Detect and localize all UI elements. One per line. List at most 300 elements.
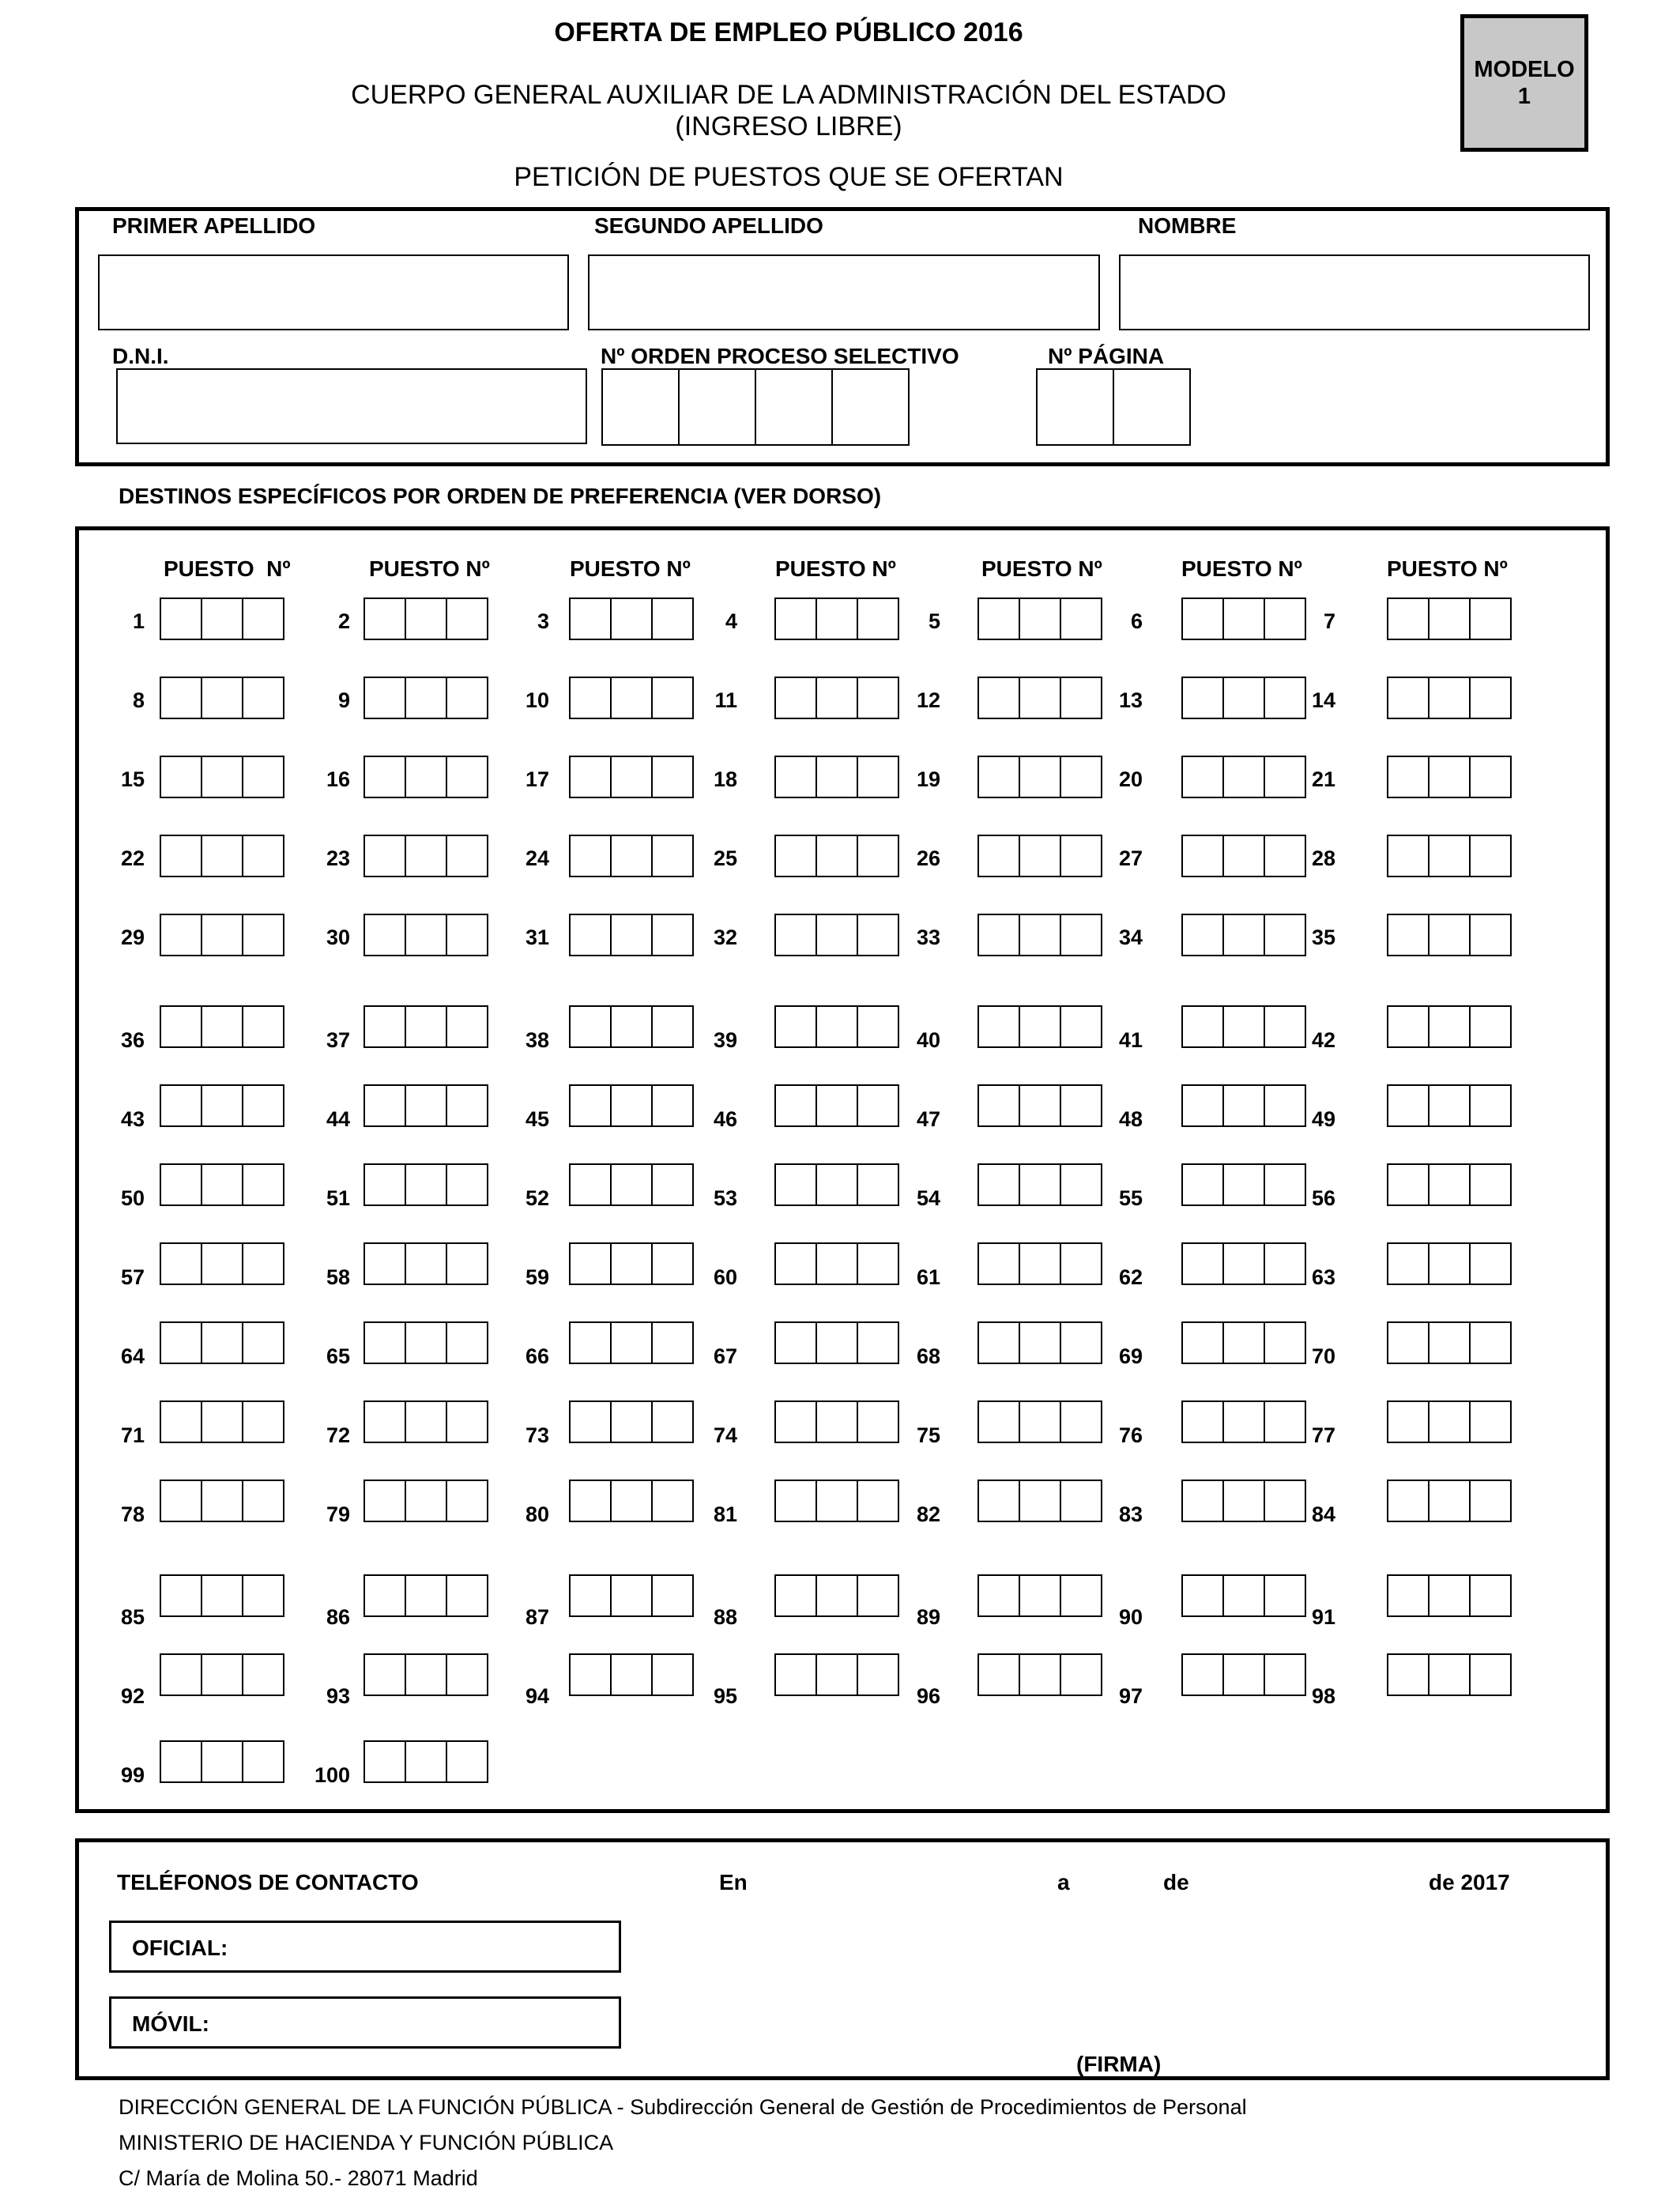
puesto-digit[interactable] [776, 1086, 817, 1125]
puesto-digit[interactable] [1430, 836, 1471, 876]
puesto-field[interactable] [774, 1242, 899, 1285]
puesto-field[interactable] [569, 835, 694, 877]
puesto-digit[interactable] [1020, 836, 1061, 876]
puesto-digit[interactable] [776, 836, 817, 876]
puesto-digit[interactable] [1224, 836, 1265, 876]
puesto-digit[interactable] [1388, 915, 1430, 955]
puesto-digit[interactable] [1020, 1007, 1061, 1046]
puesto-field[interactable] [774, 677, 899, 719]
puesto-field[interactable] [977, 835, 1102, 877]
puesto-digit[interactable] [979, 1576, 1020, 1615]
puesto-digit[interactable] [571, 1086, 612, 1125]
puesto-digit[interactable] [243, 1481, 283, 1521]
puesto-digit[interactable] [1471, 836, 1510, 876]
puesto-field[interactable] [1387, 1653, 1512, 1696]
puesto-digit[interactable] [406, 599, 447, 639]
puesto-digit[interactable] [1388, 1655, 1430, 1695]
puesto-digit[interactable] [1020, 757, 1061, 797]
puesto-digit[interactable] [365, 1576, 406, 1615]
oficial-field[interactable] [109, 1921, 621, 1973]
puesto-field[interactable] [569, 756, 694, 798]
orden-proceso-digit[interactable] [833, 370, 908, 444]
puesto-digit[interactable] [202, 757, 243, 797]
puesto-field[interactable] [363, 914, 488, 956]
puesto-field[interactable] [1387, 1005, 1512, 1048]
puesto-field[interactable] [569, 1400, 694, 1443]
puesto-field[interactable] [160, 1163, 284, 1206]
puesto-digit[interactable] [365, 1742, 406, 1781]
puesto-field[interactable] [363, 835, 488, 877]
puesto-field[interactable] [774, 1400, 899, 1443]
puesto-digit[interactable] [406, 1323, 447, 1363]
puesto-digit[interactable] [817, 1655, 858, 1695]
puesto-digit[interactable] [202, 1007, 243, 1046]
puesto-digit[interactable] [161, 1742, 202, 1781]
puesto-digit[interactable] [1430, 1402, 1471, 1442]
puesto-digit[interactable] [1224, 1576, 1265, 1615]
puesto-digit[interactable] [202, 1655, 243, 1695]
puesto-digit[interactable] [161, 1481, 202, 1521]
puesto-field[interactable] [569, 1084, 694, 1127]
puesto-digit[interactable] [1020, 1244, 1061, 1284]
puesto-digit[interactable] [202, 678, 243, 718]
puesto-digit[interactable] [1430, 915, 1471, 955]
puesto-digit[interactable] [776, 1244, 817, 1284]
puesto-digit[interactable] [202, 1576, 243, 1615]
puesto-field[interactable] [1387, 598, 1512, 640]
puesto-digit[interactable] [1430, 1165, 1471, 1204]
puesto-digit[interactable] [1183, 1244, 1224, 1284]
puesto-digit[interactable] [406, 1481, 447, 1521]
puesto-digit[interactable] [243, 836, 283, 876]
puesto-digit[interactable] [979, 1165, 1020, 1204]
puesto-digit[interactable] [1183, 1086, 1224, 1125]
puesto-field[interactable] [1387, 1242, 1512, 1285]
puesto-field[interactable] [569, 1574, 694, 1617]
puesto-digit[interactable] [1224, 757, 1265, 797]
puesto-field[interactable] [977, 1005, 1102, 1048]
puesto-digit[interactable] [612, 599, 653, 639]
puesto-digit[interactable] [406, 1402, 447, 1442]
puesto-field[interactable] [977, 1084, 1102, 1127]
puesto-digit[interactable] [571, 1007, 612, 1046]
puesto-digit[interactable] [776, 1402, 817, 1442]
puesto-digit[interactable] [1183, 836, 1224, 876]
puesto-digit[interactable] [202, 915, 243, 955]
puesto-digit[interactable] [979, 678, 1020, 718]
puesto-digit[interactable] [447, 1481, 487, 1521]
puesto-digit[interactable] [817, 836, 858, 876]
puesto-digit[interactable] [447, 1742, 487, 1781]
puesto-digit[interactable] [365, 836, 406, 876]
puesto-field[interactable] [363, 1005, 488, 1048]
puesto-field[interactable] [977, 1321, 1102, 1364]
puesto-digit[interactable] [979, 1007, 1020, 1046]
puesto-digit[interactable] [979, 1402, 1020, 1442]
puesto-field[interactable] [774, 1480, 899, 1522]
puesto-digit[interactable] [1183, 915, 1224, 955]
pagina-digit[interactable] [1114, 370, 1189, 444]
puesto-digit[interactable] [612, 1244, 653, 1284]
puesto-digit[interactable] [161, 1323, 202, 1363]
puesto-digit[interactable] [571, 1576, 612, 1615]
puesto-digit[interactable] [776, 1655, 817, 1695]
puesto-digit[interactable] [1471, 1402, 1510, 1442]
puesto-field[interactable] [977, 1480, 1102, 1522]
puesto-field[interactable] [363, 1163, 488, 1206]
puesto-digit[interactable] [365, 1165, 406, 1204]
puesto-digit[interactable] [1183, 1402, 1224, 1442]
puesto-digit[interactable] [817, 1244, 858, 1284]
puesto-digit[interactable] [161, 599, 202, 639]
puesto-digit[interactable] [365, 1244, 406, 1284]
puesto-digit[interactable] [1183, 678, 1224, 718]
orden-proceso-digit[interactable] [756, 370, 833, 444]
puesto-digit[interactable] [202, 1323, 243, 1363]
puesto-digit[interactable] [447, 678, 487, 718]
puesto-field[interactable] [363, 1084, 488, 1127]
puesto-digit[interactable] [447, 1576, 487, 1615]
puesto-digit[interactable] [1388, 1007, 1430, 1046]
puesto-digit[interactable] [612, 757, 653, 797]
puesto-digit[interactable] [571, 915, 612, 955]
puesto-digit[interactable] [1388, 1244, 1430, 1284]
puesto-digit[interactable] [1430, 1086, 1471, 1125]
puesto-digit[interactable] [202, 836, 243, 876]
puesto-digit[interactable] [365, 757, 406, 797]
puesto-digit[interactable] [447, 1086, 487, 1125]
puesto-digit[interactable] [612, 1655, 653, 1695]
puesto-digit[interactable] [817, 599, 858, 639]
puesto-digit[interactable] [776, 757, 817, 797]
puesto-digit[interactable] [776, 599, 817, 639]
puesto-digit[interactable] [1388, 836, 1430, 876]
puesto-digit[interactable] [1183, 1165, 1224, 1204]
puesto-digit[interactable] [1183, 1007, 1224, 1046]
puesto-digit[interactable] [161, 836, 202, 876]
puesto-digit[interactable] [1471, 915, 1510, 955]
puesto-digit[interactable] [571, 599, 612, 639]
puesto-digit[interactable] [979, 836, 1020, 876]
puesto-digit[interactable] [776, 1007, 817, 1046]
puesto-digit[interactable] [161, 1165, 202, 1204]
dni-field[interactable] [116, 368, 587, 444]
puesto-digit[interactable] [406, 836, 447, 876]
puesto-field[interactable] [774, 1653, 899, 1696]
puesto-field[interactable] [774, 914, 899, 956]
puesto-digit[interactable] [447, 1007, 487, 1046]
puesto-digit[interactable] [1471, 1086, 1510, 1125]
puesto-field[interactable] [160, 1740, 284, 1783]
movil-field[interactable] [109, 1996, 621, 2049]
puesto-field[interactable] [774, 756, 899, 798]
puesto-digit[interactable] [1020, 1165, 1061, 1204]
puesto-field[interactable] [774, 1574, 899, 1617]
orden-proceso-digit[interactable] [603, 370, 680, 444]
puesto-digit[interactable] [243, 1007, 283, 1046]
puesto-digit[interactable] [406, 1244, 447, 1284]
puesto-digit[interactable] [161, 1244, 202, 1284]
puesto-digit[interactable] [406, 678, 447, 718]
puesto-digit[interactable] [1388, 757, 1430, 797]
puesto-digit[interactable] [1020, 915, 1061, 955]
puesto-field[interactable] [569, 1163, 694, 1206]
puesto-digit[interactable] [612, 1007, 653, 1046]
puesto-digit[interactable] [447, 1655, 487, 1695]
puesto-digit[interactable] [243, 1655, 283, 1695]
puesto-digit[interactable] [1388, 1402, 1430, 1442]
puesto-digit[interactable] [1430, 1576, 1471, 1615]
puesto-digit[interactable] [1224, 915, 1265, 955]
puesto-digit[interactable] [243, 678, 283, 718]
puesto-digit[interactable] [365, 915, 406, 955]
puesto-field[interactable] [774, 598, 899, 640]
puesto-digit[interactable] [406, 1742, 447, 1781]
puesto-digit[interactable] [1430, 1481, 1471, 1521]
puesto-digit[interactable] [571, 1481, 612, 1521]
puesto-digit[interactable] [612, 836, 653, 876]
puesto-digit[interactable] [979, 757, 1020, 797]
puesto-field[interactable] [363, 1740, 488, 1783]
puesto-digit[interactable] [447, 1244, 487, 1284]
puesto-field[interactable] [160, 677, 284, 719]
puesto-field[interactable] [363, 1242, 488, 1285]
puesto-digit[interactable] [1224, 1007, 1265, 1046]
puesto-field[interactable] [569, 914, 694, 956]
puesto-digit[interactable] [1183, 1655, 1224, 1695]
puesto-field[interactable] [160, 1574, 284, 1617]
pagina-digit[interactable] [1038, 370, 1114, 444]
puesto-digit[interactable] [571, 1323, 612, 1363]
segundo-apellido-field[interactable] [588, 254, 1100, 330]
puesto-field[interactable] [1387, 1321, 1512, 1364]
puesto-digit[interactable] [571, 1402, 612, 1442]
puesto-digit[interactable] [243, 1244, 283, 1284]
puesto-digit[interactable] [571, 1165, 612, 1204]
puesto-digit[interactable] [1183, 1323, 1224, 1363]
puesto-field[interactable] [160, 835, 284, 877]
puesto-digit[interactable] [776, 915, 817, 955]
puesto-digit[interactable] [571, 836, 612, 876]
puesto-field[interactable] [977, 1400, 1102, 1443]
puesto-field[interactable] [1387, 756, 1512, 798]
puesto-field[interactable] [774, 1084, 899, 1127]
puesto-digit[interactable] [202, 1742, 243, 1781]
puesto-digit[interactable] [979, 915, 1020, 955]
puesto-digit[interactable] [817, 1323, 858, 1363]
puesto-digit[interactable] [243, 1165, 283, 1204]
puesto-field[interactable] [160, 756, 284, 798]
puesto-digit[interactable] [447, 757, 487, 797]
puesto-digit[interactable] [243, 1742, 283, 1781]
puesto-digit[interactable] [571, 757, 612, 797]
puesto-field[interactable] [977, 1653, 1102, 1696]
puesto-digit[interactable] [1471, 1323, 1510, 1363]
puesto-digit[interactable] [1020, 678, 1061, 718]
puesto-digit[interactable] [406, 1086, 447, 1125]
puesto-digit[interactable] [1471, 1655, 1510, 1695]
puesto-field[interactable] [774, 1163, 899, 1206]
puesto-digit[interactable] [406, 1655, 447, 1695]
puesto-digit[interactable] [365, 1655, 406, 1695]
puesto-digit[interactable] [447, 1323, 487, 1363]
puesto-field[interactable] [1387, 835, 1512, 877]
puesto-digit[interactable] [161, 915, 202, 955]
puesto-digit[interactable] [1430, 1007, 1471, 1046]
puesto-digit[interactable] [1471, 599, 1510, 639]
puesto-field[interactable] [569, 1653, 694, 1696]
puesto-digit[interactable] [1224, 1244, 1265, 1284]
puesto-digit[interactable] [1388, 1165, 1430, 1204]
puesto-field[interactable] [160, 1242, 284, 1285]
puesto-digit[interactable] [161, 1576, 202, 1615]
puesto-digit[interactable] [1388, 678, 1430, 718]
puesto-digit[interactable] [243, 1323, 283, 1363]
puesto-digit[interactable] [1471, 1481, 1510, 1521]
puesto-digit[interactable] [1224, 1165, 1265, 1204]
puesto-field[interactable] [363, 1321, 488, 1364]
puesto-field[interactable] [977, 598, 1102, 640]
puesto-field[interactable] [977, 677, 1102, 719]
puesto-digit[interactable] [1183, 599, 1224, 639]
puesto-digit[interactable] [612, 1086, 653, 1125]
puesto-digit[interactable] [202, 1481, 243, 1521]
puesto-digit[interactable] [161, 1007, 202, 1046]
puesto-digit[interactable] [817, 1007, 858, 1046]
puesto-field[interactable] [363, 1400, 488, 1443]
puesto-field[interactable] [977, 1574, 1102, 1617]
puesto-digit[interactable] [571, 678, 612, 718]
puesto-digit[interactable] [1388, 1323, 1430, 1363]
puesto-field[interactable] [569, 1242, 694, 1285]
orden-proceso-digit[interactable] [680, 370, 756, 444]
puesto-digit[interactable] [817, 1165, 858, 1204]
puesto-field[interactable] [160, 1084, 284, 1127]
puesto-digit[interactable] [365, 1402, 406, 1442]
puesto-digit[interactable] [612, 1481, 653, 1521]
puesto-field[interactable] [977, 756, 1102, 798]
puesto-digit[interactable] [161, 757, 202, 797]
puesto-digit[interactable] [447, 1165, 487, 1204]
puesto-field[interactable] [363, 1480, 488, 1522]
puesto-digit[interactable] [365, 1323, 406, 1363]
puesto-digit[interactable] [1471, 678, 1510, 718]
puesto-digit[interactable] [161, 678, 202, 718]
puesto-digit[interactable] [406, 1007, 447, 1046]
puesto-digit[interactable] [1430, 1655, 1471, 1695]
puesto-field[interactable] [160, 1005, 284, 1048]
puesto-digit[interactable] [1430, 678, 1471, 718]
puesto-field[interactable] [160, 1400, 284, 1443]
puesto-field[interactable] [774, 835, 899, 877]
puesto-digit[interactable] [1020, 599, 1061, 639]
puesto-digit[interactable] [776, 678, 817, 718]
puesto-digit[interactable] [1020, 1323, 1061, 1363]
puesto-digit[interactable] [1020, 1481, 1061, 1521]
puesto-digit[interactable] [979, 599, 1020, 639]
puesto-digit[interactable] [979, 1086, 1020, 1125]
puesto-digit[interactable] [447, 1402, 487, 1442]
puesto-digit[interactable] [612, 1165, 653, 1204]
puesto-field[interactable] [569, 1321, 694, 1364]
puesto-digit[interactable] [1430, 599, 1471, 639]
puesto-digit[interactable] [243, 1086, 283, 1125]
puesto-digit[interactable] [1224, 1402, 1265, 1442]
puesto-digit[interactable] [365, 1007, 406, 1046]
puesto-field[interactable] [569, 1480, 694, 1522]
puesto-digit[interactable] [447, 836, 487, 876]
puesto-digit[interactable] [365, 1481, 406, 1521]
puesto-field[interactable] [363, 1574, 488, 1617]
puesto-digit[interactable] [1430, 1244, 1471, 1284]
puesto-digit[interactable] [612, 915, 653, 955]
puesto-digit[interactable] [447, 599, 487, 639]
puesto-digit[interactable] [406, 757, 447, 797]
puesto-digit[interactable] [979, 1323, 1020, 1363]
puesto-digit[interactable] [243, 915, 283, 955]
puesto-digit[interactable] [243, 1576, 283, 1615]
puesto-digit[interactable] [365, 678, 406, 718]
puesto-digit[interactable] [1020, 1576, 1061, 1615]
puesto-digit[interactable] [817, 1402, 858, 1442]
puesto-digit[interactable] [979, 1655, 1020, 1695]
puesto-digit[interactable] [612, 1323, 653, 1363]
nombre-field[interactable] [1119, 254, 1590, 330]
puesto-digit[interactable] [406, 1576, 447, 1615]
puesto-digit[interactable] [447, 915, 487, 955]
puesto-digit[interactable] [817, 757, 858, 797]
puesto-digit[interactable] [365, 1086, 406, 1125]
puesto-digit[interactable] [1020, 1086, 1061, 1125]
puesto-digit[interactable] [202, 1402, 243, 1442]
puesto-field[interactable] [363, 677, 488, 719]
puesto-field[interactable] [774, 1005, 899, 1048]
puesto-digit[interactable] [406, 1165, 447, 1204]
puesto-digit[interactable] [202, 1086, 243, 1125]
puesto-digit[interactable] [1471, 1576, 1510, 1615]
puesto-digit[interactable] [1020, 1655, 1061, 1695]
puesto-digit[interactable] [612, 1402, 653, 1442]
puesto-digit[interactable] [817, 1086, 858, 1125]
puesto-digit[interactable] [1020, 1402, 1061, 1442]
puesto-field[interactable] [160, 1321, 284, 1364]
puesto-field[interactable] [363, 756, 488, 798]
puesto-digit[interactable] [1183, 1481, 1224, 1521]
puesto-digit[interactable] [612, 1576, 653, 1615]
puesto-digit[interactable] [776, 1323, 817, 1363]
puesto-field[interactable] [160, 598, 284, 640]
puesto-field[interactable] [1387, 1574, 1512, 1617]
pagina-field[interactable] [1036, 368, 1191, 446]
puesto-digit[interactable] [571, 1655, 612, 1695]
puesto-field[interactable] [363, 598, 488, 640]
puesto-field[interactable] [774, 1321, 899, 1364]
puesto-digit[interactable] [979, 1244, 1020, 1284]
puesto-digit[interactable] [1224, 1086, 1265, 1125]
puesto-digit[interactable] [1224, 1481, 1265, 1521]
puesto-digit[interactable] [612, 678, 653, 718]
puesto-digit[interactable] [1430, 757, 1471, 797]
puesto-digit[interactable] [776, 1165, 817, 1204]
puesto-digit[interactable] [1388, 1481, 1430, 1521]
puesto-digit[interactable] [979, 1481, 1020, 1521]
puesto-digit[interactable] [817, 915, 858, 955]
puesto-digit[interactable] [817, 678, 858, 718]
puesto-digit[interactable] [817, 1576, 858, 1615]
puesto-digit[interactable] [1430, 1323, 1471, 1363]
puesto-digit[interactable] [1224, 1323, 1265, 1363]
puesto-digit[interactable] [161, 1402, 202, 1442]
